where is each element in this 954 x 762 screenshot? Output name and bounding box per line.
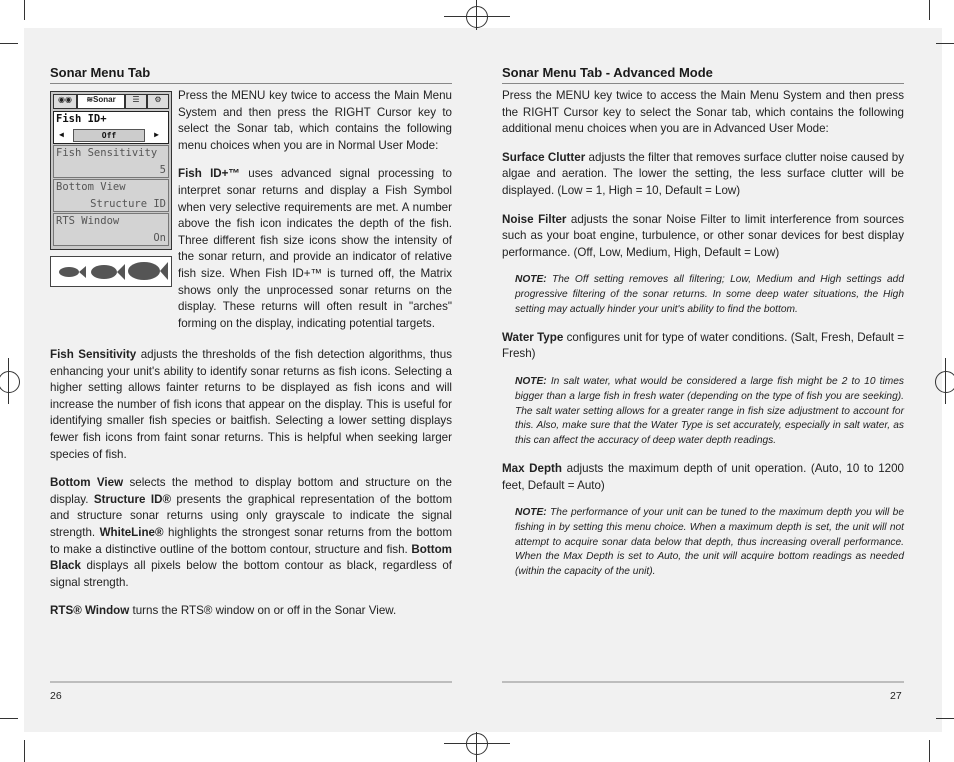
bottom-text: highlights the strongest sonar returns from the bottom to make a distinctive outline of the bottom contour, structure and fish.: [50, 525, 452, 556]
bottom-view-paragraph: [50, 475, 452, 591]
menu-item-fish-sensitivity: Fish Sensitivity 5: [53, 145, 169, 178]
note-text: The performance of your unit can be tuned to the maximum depth you will be fishing in by setting this menu choice. When a maximum depth is set, the unit will not attempt to acquire sonar data below that depth, thus increasing overall performance. When the Max Depth is set to Auto, the unit will acquire bottom readings as needed (within the capacity of the unit).: [515, 507, 904, 578]
term-structure-id: Structure ID®: [93, 492, 171, 506]
water-type-paragraph: [502, 330, 904, 363]
surface-clutter-text: adjusts the filter that removes surface clutter noise caused by algae and aeration. The lower the setting, the less surface clutter will be displayed. (Low = 1, High = 10, Default = Low): [502, 150, 904, 197]
setup-tab-icon: ⚙: [147, 94, 169, 109]
crop-mark: [0, 718, 18, 719]
fish-id-text: uses advanced signal processing to interpret sonar returns and display a Fish Symbol when very selective requirements are met. A number above the fish icon indicates the depth of the fish. Three different fish size icons show the intensity of the sonar return, and provide an indicator of relative fish size. When Fish ID+™ is turned off, the Matrix shows only the unprocessed sonar returns on the display. These returns will often result in "arches" forming on the display, indicating potential targets.: [178, 167, 453, 330]
note-text: The Off setting removes all filtering; Low, Medium and High settings add progressive filtering of the sonar returns. In some deep water situations, the High setting may actually hinder your unit's ability to find the bottom.: [515, 274, 904, 315]
bottom-text: displays all pixels below the bottom contour as black, regardless of signal strength.: [50, 559, 452, 589]
large-fish-icon: [128, 262, 168, 280]
registration-line: [444, 743, 510, 744]
registration-line: [476, 0, 477, 30]
heading-rule: [502, 83, 904, 84]
term-fish-id: Fish ID+™: [178, 167, 241, 181]
surface-clutter-paragraph: [502, 150, 904, 200]
section-heading: Sonar Menu Tab: [50, 65, 151, 80]
registration-mark-icon: [0, 371, 20, 393]
alarms-tab-icon: ◉◉: [53, 94, 77, 109]
menu-item-fish-id: Fish ID+ ◀ Off ▶: [53, 111, 169, 144]
water-type-text: configures unit for type of water conditions. (Salt, Fresh, Default = Fresh): [502, 330, 904, 361]
term-max-depth: Max Depth: [502, 461, 563, 475]
menu-item-rts-window: RTS Window On: [53, 213, 169, 246]
crop-mark: [936, 718, 954, 719]
fish-sensitivity-text: adjusts the thresholds of the fish detection algorithms, thus enhancing your unit's ability to identify sonar returns as fish icons. Selecting a higher setting allows fainter returns to be displayed as fish icons and will increase the number of fish icons that appear on the display. This is useful for identifying smaller fish species or baitfish. Selecting a lower setting displays fewer fish icons from faint sonar returns. This is helpful when seeking larger species of fish.: [50, 348, 452, 461]
registration-line: [8, 358, 9, 404]
right-body: [502, 88, 904, 580]
sonar-tab: ≋Sonar: [77, 94, 125, 109]
term-bottom-black: Bottom Black: [50, 542, 452, 573]
term-bottom-view: Bottom View: [50, 476, 124, 490]
note-text: In salt water, what would be considered a large fish might be 2 to 10 times bigger than a large fish in fresh water (depending on the type of fish you are seeking). The salt water setting allows for a greater range in fish size adjustment to account for this. Also, make sure that the Water Type is set accurately, especially in salt water, as this can affect the accuracy of deep water depth readings.: [515, 375, 904, 447]
footer-rule: [502, 681, 904, 683]
bottom-text: selects the method to display bottom and structure on the display.: [50, 476, 453, 506]
crop-mark: [24, 740, 25, 762]
max-depth-text: adjusts the maximum depth of unit operation. (Auto, 10 to 1200 feet, Default = Auto): [502, 461, 904, 492]
note-filter: [515, 273, 904, 317]
registration-mark-icon: [466, 6, 488, 28]
registration-mark-icon: [466, 733, 488, 755]
crop-mark: [936, 43, 954, 44]
crop-mark: [929, 0, 930, 20]
intro-paragraph: Press the MENU key twice to access the Main Menu System and then press the RIGHT Cursor key to select the Sonar tab, which contains the following menu choices when you are in Normal User Mode:: [178, 89, 452, 152]
fish-id-toggle: ◀ Off ▶: [59, 130, 159, 140]
note-max-depth: [515, 506, 904, 580]
registration-line: [476, 732, 477, 762]
term-noise-filter: Noise Filter: [502, 212, 567, 226]
section-heading: Sonar Menu Tab - Advanced Mode: [502, 65, 713, 80]
footer-rule: [50, 681, 452, 683]
menu-item-bottom-view: Bottom View Structure ID: [53, 179, 169, 212]
note-water-type: [515, 375, 904, 449]
advanced-intro-paragraph: Press the MENU key twice to access the Main Menu System and then press the RIGHT Cursor key to select the Sonar tab, which contains the following additional menu choices when you are in Advanced User Mode:: [502, 89, 904, 136]
bottom-text: presents the graphical representation of the bottom and structure sonar returns using only grayscale to indicate the signal strength.: [50, 492, 453, 539]
registration-line: [444, 16, 510, 17]
rts-window-paragraph: [50, 603, 452, 620]
max-depth-paragraph: [502, 461, 904, 494]
noise-filter-text: adjusts the sonar Noise Filter to limit interference from sources such as your boat engine, turbulence, or other sonar devices for best display performance. (Off, Low, Medium, High, Default = Low): [502, 212, 904, 259]
noise-filter-paragraph: [502, 212, 904, 262]
medium-fish-icon: [91, 264, 125, 280]
term-fish-sensitivity: Fish Sensitivity: [50, 348, 137, 361]
fish-size-icons: [50, 256, 172, 287]
term-rts-window: RTS® Window: [50, 604, 130, 618]
crop-mark: [929, 740, 930, 762]
term-water-type: Water Type: [502, 330, 564, 344]
left-body: [50, 347, 452, 620]
note-label: NOTE:: [515, 274, 547, 286]
note-label: NOTE:: [515, 507, 547, 519]
crop-mark: [24, 0, 25, 20]
heading-rule: [50, 83, 452, 84]
term-whiteline: WhiteLine®: [99, 525, 164, 539]
term-surface-clutter: Surface Clutter: [502, 150, 586, 164]
menu-tabs: [53, 94, 169, 108]
page-number: 27: [890, 690, 902, 702]
navigation-tab-icon: ☰: [125, 94, 147, 109]
small-fish-icon: [59, 266, 86, 278]
fish-id-paragraph: [178, 166, 452, 332]
fish-icons-svg: [51, 257, 171, 286]
page-number: 26: [50, 690, 62, 702]
crop-mark: [0, 43, 18, 44]
registration-line: [945, 358, 946, 404]
fish-sensitivity-paragraph: [50, 347, 452, 463]
note-label: NOTE:: [515, 375, 547, 387]
device-menu-screen: [50, 91, 172, 250]
rts-window-text: turns the RTS® window on or off in the Sonar View.: [129, 604, 397, 618]
fish-id-block: [178, 88, 452, 332]
